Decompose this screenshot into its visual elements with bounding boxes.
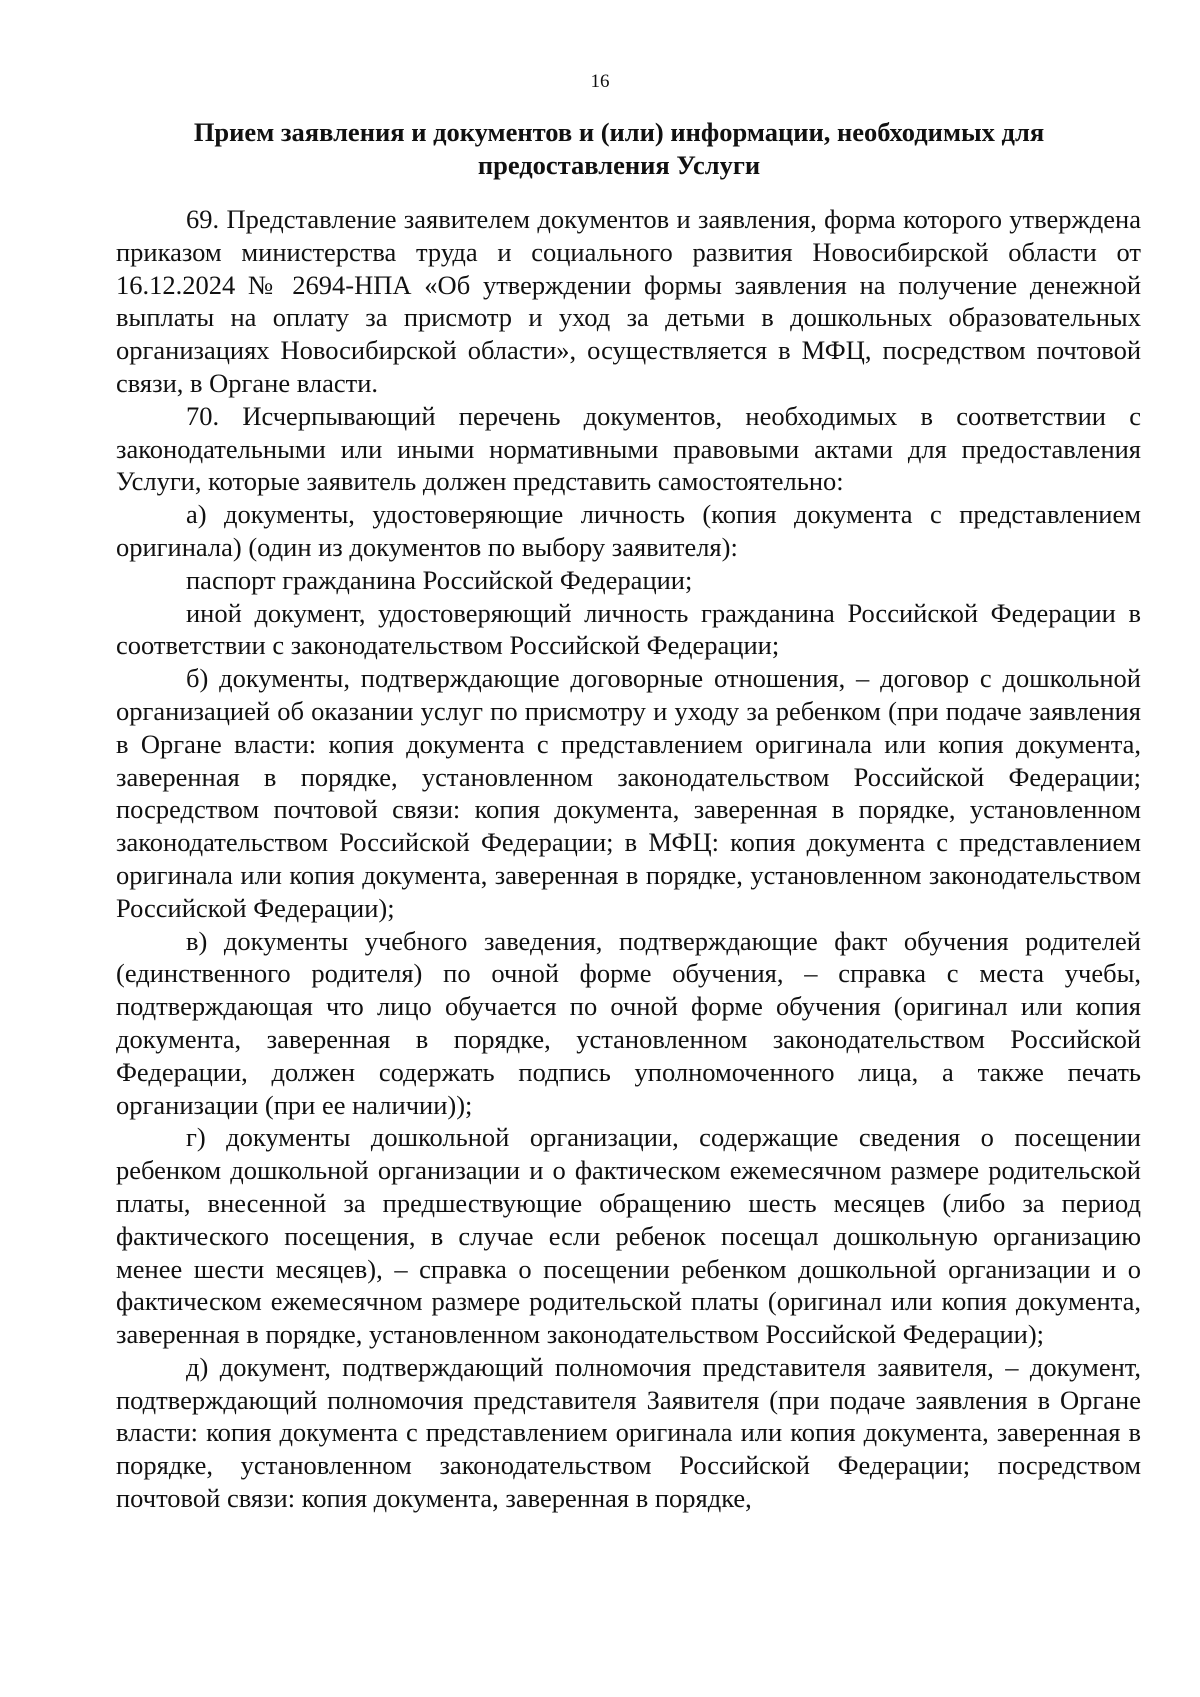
page-number: 16	[590, 71, 610, 92]
paragraph-69: 69. Представление заявителем документов и заявления, форма которого утверждена приказом министерства труда и социального развития Новосибирской области от 16.12.2024 № 2694-НПА «Об утверждении формы заявления на получение денежной выплаты на оплату за присмотр и уход за детьми в дошкольных образовательных организациях Новосибирской области», осуществляется в МФЦ, посредством почтовой связи, в Органе власти.	[116, 204, 1141, 398]
list-item-b: б) документы, подтверждающие договорные отношения, – договор с дошкольной организацией об оказании услуг по присмотру и уходу за ребенком (при подаче заявления в Органе власти: копия документа с представлением оригинала или копия документа, заверенная в порядке, установленном законодательством Российской Федерации; посредством почтовой связи: копия документа, заверенная в порядке, установленном законодательством Российской Федерации; в МФЦ: копия документа с представлением оригинала или копия документа, заверенная в порядке, установленном законодательством Российской Федерации);	[116, 663, 1141, 923]
list-item-other-id: иной документ, удостоверяющий личность гражданина Российской Федерации в соответствии с законодательством Российской Федерации;	[116, 597, 1141, 661]
section-heading: Прием заявления и документов и (или) информации, необходимых для предоставления Услуги	[193, 117, 1045, 180]
document-body	[116, 203, 1141, 1515]
list-item-a: а) документы, удостоверяющие личность (копия документа с представлением оригинала) (один из документов по выбору заявителя):	[116, 499, 1141, 562]
paragraph-70: 70. Исчерпывающий перечень документов, необходимых в соответствии с законодательными или иными нормативными правовыми актами для предоставления Услуги, которые заявитель должен представить самостоятельно:	[116, 400, 1141, 497]
list-item-d: д) документ, подтверждающий полномочия представителя заявителя, – документ, подтверждающий полномочия представителя Заявителя (при подаче заявления в Органе власти: копия документа с представлением оригинала или копия документа, заверенная в порядке, установленном законодательством Российской Федерации; посредством почтовой связи: копия документа, заверенная в порядке,	[116, 1351, 1141, 1514]
list-item-passport: паспорт гражданина Российской Федерации;	[186, 564, 693, 595]
list-item-v: в) документы учебного заведения, подтверждающие факт обучения родителей (единственного родителя) по очной форме обучения, – справка с места учебы, подтверждающая что лицо обучается по очной форме обучения (оригинал или копия документа, заверенная в порядке, установленном законодательством Российской Федерации, должен содержать подпись уполномоченного лица, а также печать организации (при ее наличии));	[116, 925, 1141, 1120]
list-item-g: г) документы дошкольной организации, содержащие сведения о посещении ребенком дошкольной организации и о фактическом ежемесячном размере родительской платы, внесенной за предшествующие обращению шесть месяцев (либо за период фактического посещения, в случае если ребенок посещал дошкольную организацию менее шести месяцев), – справка о посещении ребенком дошкольной организации и о фактическом ежемесячном размере родительской платы (оригинал или копия документа, заверенная в порядке, установленном законодательством Российской Федерации);	[116, 1122, 1141, 1350]
